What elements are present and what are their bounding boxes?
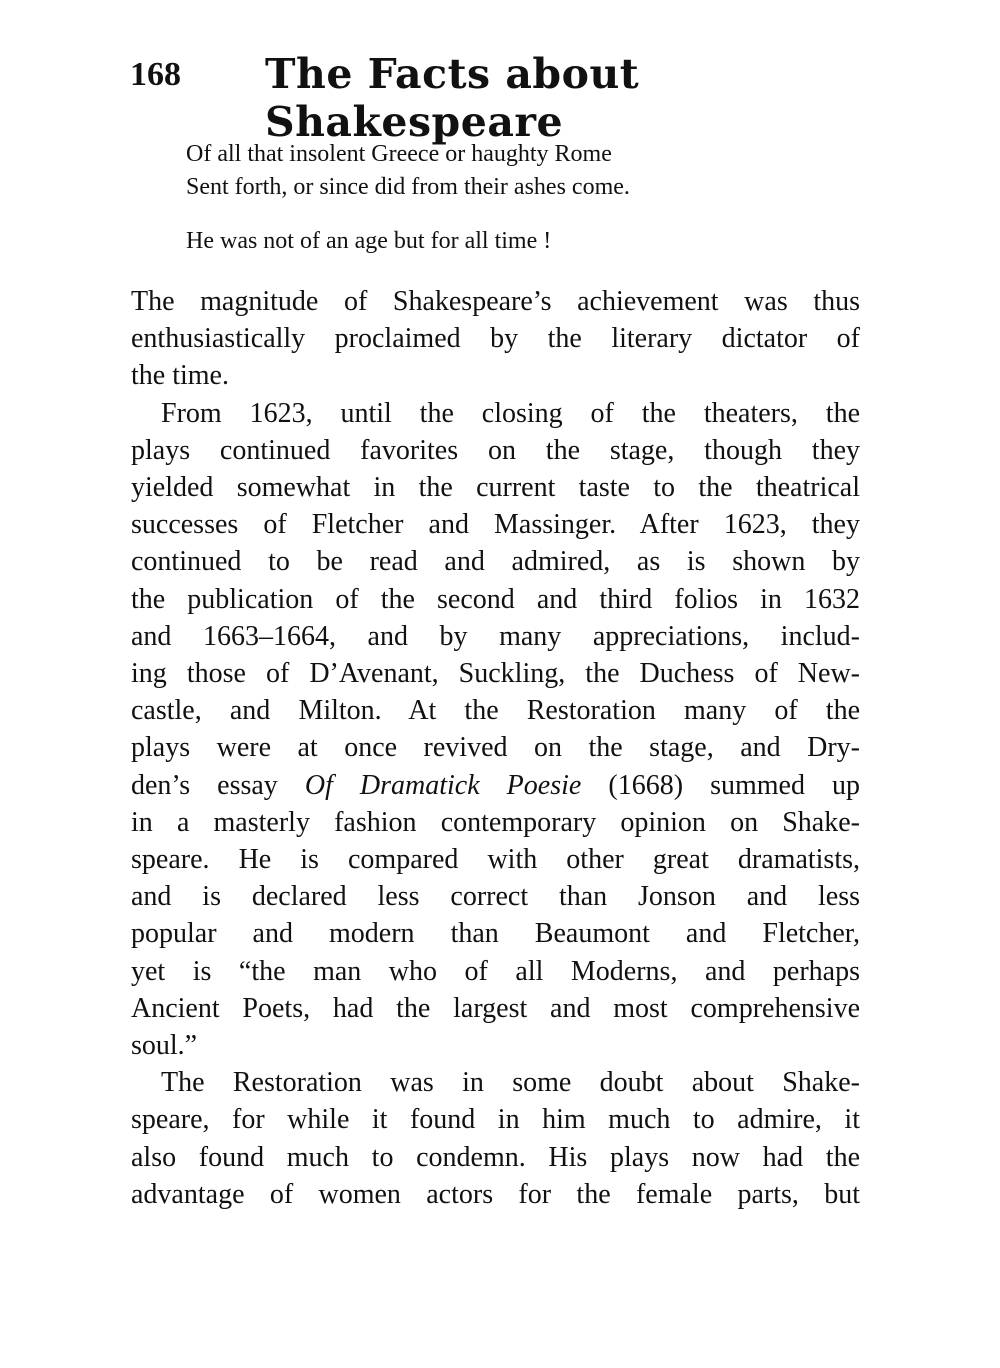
text-line: yielded somewhat in the current taste to the theatrical — [131, 472, 860, 504]
paragraph-1 — [131, 283, 860, 395]
text-line: also found much to condemn. His plays now had the — [131, 1141, 860, 1173]
text-fragment: den’s essay — [131, 769, 305, 801]
page-number: 168 — [130, 56, 181, 93]
text-line: From 1623, until the closing of the theaters, the — [161, 397, 860, 429]
text-line: castle, and Milton. At the Restoration many of the — [131, 695, 860, 727]
text-line: and is declared less correct than Jonson and less — [131, 881, 860, 913]
paragraph-3 — [131, 1064, 860, 1213]
text-line: the publication of the second and third folios in 1632 — [131, 583, 860, 615]
text-line: continued to be read and admired, as is shown by — [131, 546, 860, 578]
text-line: advantage of women actors for the female parts, but — [131, 1178, 860, 1210]
text-line: enthusiastically proclaimed by the literary dictator of — [131, 323, 860, 355]
page-header — [130, 50, 870, 146]
text-line: The Restoration was in some doubt about Shake- — [161, 1067, 860, 1099]
paragraph-2 — [131, 395, 860, 1065]
text-line: successes of Fletcher and Massinger. After 1623, they — [131, 509, 860, 541]
text-line: the time. — [131, 360, 229, 392]
verse-closing-line: He was not of an age but for all time ! — [186, 228, 552, 254]
body-text — [131, 283, 860, 1213]
running-title: The Facts about Shakespeare — [265, 50, 640, 146]
text-line: Ancient Poets, had the largest and most comprehensive — [131, 992, 860, 1024]
verse-line: Of all that insolent Greece or haughty Rome — [186, 141, 612, 167]
text-line: in a masterly fashion contemporary opinion on Shake- — [131, 806, 860, 838]
work-title: Of Dramatick Poesie — [304, 769, 582, 801]
text-line: soul.” — [131, 1030, 198, 1062]
text-line: The magnitude of Shakespeare’s achievement was thus — [131, 286, 860, 317]
text-line: popular and modern than Beaumont and Fletcher, — [131, 918, 860, 950]
text-line: plays continued favorites on the stage, though they — [131, 434, 860, 466]
text-fragment: (1668) summed up — [581, 769, 860, 801]
verse-closing — [186, 225, 806, 258]
verse-quote — [186, 138, 806, 204]
text-line: plays were at once revived on the stage, and Dry- — [131, 732, 860, 764]
text-line: speare. He is compared with other great dramatists, — [131, 844, 860, 876]
text-line-with-title — [131, 767, 860, 804]
text-line: speare, for while it found in him much to admire, it — [131, 1104, 860, 1136]
text-line: ing those of D’Avenant, Suckling, the Duchess of New- — [131, 658, 860, 690]
text-line: yet is “the man who of all Moderns, and perhaps — [131, 955, 860, 987]
verse-line: Sent forth, or since did from their ashes come. — [186, 174, 630, 200]
text-line: and 1663–1664, and by many appreciations, includ- — [131, 620, 860, 652]
